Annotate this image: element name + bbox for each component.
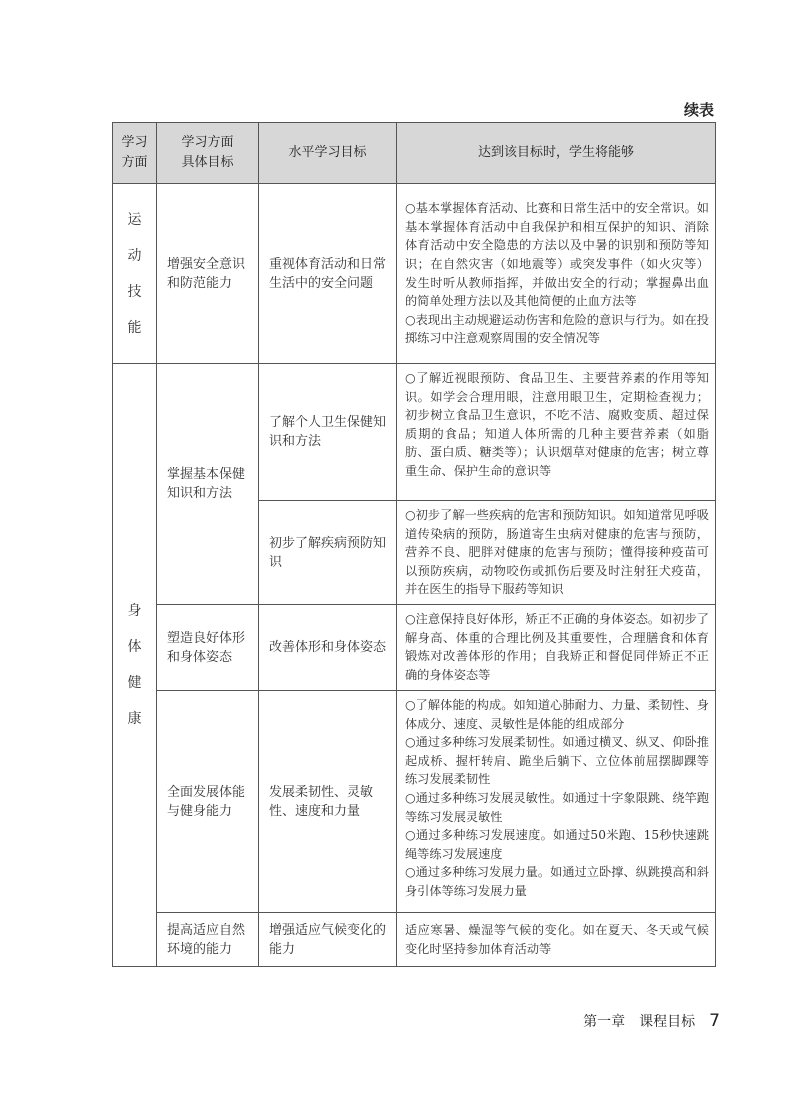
header-specific-goal: 学习方面 具体目标 [157, 123, 259, 184]
level-goal-cell: 改善体形和身体姿态 [259, 605, 397, 691]
table-row [113, 605, 716, 691]
outcome-item: ○了解近视眼预防、食品卫生、主要营养素的作用等知识。如学会合理用眼，注意用眼卫生，定期检查视力；初步树立食品卫生意识，不吃不洁、腐败变质、超过保质期的食品；知道人体所需的几种主要营养素（如脂肪、蛋白质、糖类等）；认识烟草对健康的危害；树立尊重生命、保护生命的意识等 [405, 371, 709, 478]
outcome-item: ○通过多种练习发展灵敏性。如通过十字象限跳、绕竿跑等练习发展灵敏性 [405, 790, 709, 824]
outcome-item: ○注意保持良好体形，矫正不正确的身体姿态。如初步了解身高、体重的合理比例及其重要性，合理膳食和体育锻炼对改善体形的作用；自我矫正和督促同伴矫正不正确的身体姿态等 [405, 612, 709, 682]
outcome-item: ○基本掌握体育活动、比赛和日常生活中的安全常识。如基本掌握体育活动中自我保护和相互保护的知识、消除体育活动中安全隐患的方法以及中暑的识别和预防等知识；在自然灾害（如地震等）或突发事件（如火灾等）发生时听从教师指挥，并做出安全的行动；掌握鼻出血的简单处理方法以及其他简便的止血方法等 [405, 201, 709, 309]
table-header-row [113, 123, 716, 184]
outcome-item: ○通过多种练习发展力量。如通过立卧撑、纵跳摸高和斜身引体等练习发展力量 [405, 865, 709, 898]
continued-label: 续表 [683, 101, 714, 119]
table-row [113, 184, 716, 364]
aspect-label-physical-health: 身体健康 [127, 603, 142, 727]
specific-goal-cell: 全面发展体能与健身能力 [157, 691, 259, 913]
outcome-item: ○通过多种练习发展速度。如通过50米跑、15秒快速跳绳等练习发展速度 [405, 828, 709, 861]
outcome-cell [397, 605, 716, 691]
outcome-cell [397, 913, 716, 967]
outcome-item: ○了解体能的构成。如知道心肺耐力、力量、柔韧性、身体成分、速度、灵敏性是体能的组成部分 [405, 698, 709, 731]
table-row [113, 913, 716, 967]
outcome-cell [397, 364, 716, 501]
level-goal-cell: 初步了解疾病预防知识 [259, 501, 397, 605]
outcome-cell [397, 691, 716, 913]
outcome-item: ○初步了解一些疾病的危害和预防知识。如知道常见呼吸道传染病的预防，肠道寄生虫病对健康的危害与预防，营养不良、肥胖对健康的危害与预防；懂得接种疫苗可以预防疾病，动物咬伤或抓伤后要及时注射狂犬疫苗，并在医生的指导下服药等知识 [405, 508, 709, 597]
curriculum-goals-table [112, 122, 716, 967]
page-footer [560, 1011, 720, 1031]
table-row [113, 364, 716, 501]
aspect-cell-motor-skills [113, 184, 157, 364]
specific-goal-cell: 提高适应自然环境的能力 [157, 913, 259, 967]
aspect-label-motor-skills: 运动技能 [127, 211, 142, 336]
specific-goal-cell: 掌握基本保健知识和方法 [157, 364, 259, 605]
outcome-cell [397, 501, 716, 605]
specific-goal-cell: 塑造良好体形和身体姿态 [157, 605, 259, 691]
aspect-cell-physical-health [113, 364, 157, 967]
outcome-item: ○通过多种练习发展柔韧性。如通过横叉、纵叉、仰卧推起成桥、握杆转肩、跪坐后躺下、立位体前屈摆脚踝等练习发展柔韧性 [405, 735, 709, 787]
level-goal-cell: 发展柔韧性、灵敏性、速度和力量 [259, 691, 397, 913]
table-row [113, 691, 716, 913]
page-number: 7 [709, 1011, 720, 1031]
header-aspect: 学习 方面 [113, 123, 157, 184]
specific-goal-cell: 增强安全意识和防范能力 [157, 184, 259, 364]
chapter-title: 第一章 课程目标 [583, 1014, 696, 1030]
header-level-goal: 水平学习目标 [259, 123, 397, 184]
level-goal-cell: 增强适应气候变化的能力 [259, 913, 397, 967]
outcome-item: ○表现出主动规避运动伤害和危险的意识与行为。如在投掷练习中注意观察周围的安全情况等 [405, 312, 709, 346]
level-goal-cell: 重视体育活动和日常生活中的安全问题 [259, 184, 397, 364]
level-goal-cell: 了解个人卫生保健知识和方法 [259, 364, 397, 501]
outcome-item: 适应寒暑、燥湿等气候的变化。如在夏天、冬天或气候变化时坚持参加体育活动等 [405, 922, 709, 956]
header-outcome: 达到该目标时，学生将能够 [397, 123, 716, 184]
outcome-cell [397, 184, 716, 364]
